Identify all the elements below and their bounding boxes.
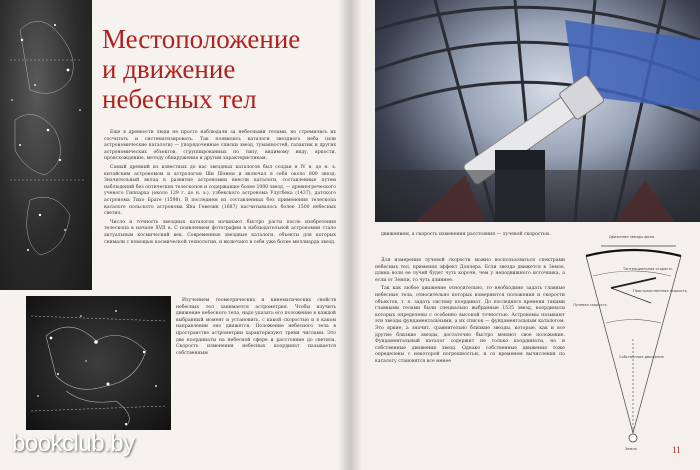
diagram-label-earth: Земля <box>625 447 637 451</box>
chapter-title <box>102 24 342 114</box>
diagram-label-proper: Собственное движение <box>619 355 664 359</box>
title-line-2: и движение <box>102 54 236 84</box>
paragraph: Самый древний из известных до нас звездных каталогов был создан в IV в. до н. э. китайским астрономом и астрологом Ши Шэнем и включал в себя около 800 звезд. Значительный вклад в развитие астрономии внесли каталоги, составленные путем наблюдений без оптических телескопов и содержащие более 1000 звезд, — древнегреческого ученого Гиппарха (около 129 г. до н. э.), узбекского астронома Улугбека (1437), датского астронома Тихо Браге (1598). В последнем из составленных без применения телескопа каталоге польского астронома Яна Гевелия (1687) насчитывалось более 1500 небесных светил. <box>104 164 336 217</box>
right-body-text <box>375 258 565 368</box>
paragraph: Так как любое движение относительно, то необходимо задать главные небесные тела, относительно которых измеряются положения и скорости объектов, т. е. задать систему координат. До последнего времени такими главными телами были специально выбранные 1535 звезд, координаты которых определены с особенно высокой точностью. Астрономы называют эти звезды фундаментальными, а их список — фундаментальным каталогом. Это яркие, а значит, сравнительно близкие звезды, которые, как и все другие близкие звезды, достаточно быстро меняют свое положение. Фундаментальный каталог содержит не только координаты, но и собственные движения звезд. Однако собственные движения тоже определены с некоторой погрешностью, и со временем вычисления по каталогу становятся все менее <box>375 286 565 364</box>
night-sky-photo <box>26 296 171 430</box>
title-line-1: Местоположение <box>102 24 301 54</box>
diagram-label-top: Движение звезды фона <box>609 235 655 239</box>
paragraph: Еще в древности люди не просто наблюдали за небесными телами, но стремились их сосчитать и систематизировать. Так появились каталоги звездного неба (или астрономические каталоги) — упорядоченные списки звезд, туманностей, галактик и других астрономических объектов, сгруппированных по типу, видимому виду, яркости, происхождению, методу обнаружения и другим характеристикам. <box>104 130 336 162</box>
paragraph: Изучением геометрических и кинематических свойств небесных тел занимается астрометрия. Чтобы изучить движение небесного тела, надо указать его положение в каждой выбранный момент и установить, с какой скоростью и в каком направлении оно движется. Положение небесного тела в пространстве астрометрии характеризуют тремя числами. Это две координаты на небесной сфере и расстояние до светила. Скорость изменения небесных координат называется собственным <box>176 298 336 356</box>
right-top-text <box>375 232 565 241</box>
paragraph: Число и точность звездных каталогов начинают быстро расти после изобретения телескопа в начале XVII в. С появлением фотографии в наблюдательной астрономии стало актуальным космический век. Современные звездные каталоги, объекты для которых снимали с помощью космической технологии, и включают в себя уже более миллиарда звезд. <box>104 219 336 245</box>
left-body-text <box>104 130 336 248</box>
page-number: 11 <box>672 445 681 455</box>
velocity-diagram <box>571 228 695 456</box>
diagram-label-space: Пространственная скорость <box>633 289 687 293</box>
paragraph: движением, а скорость изменения расстояния — лучевой скоростью. <box>381 232 551 237</box>
diagram-label-tangential: Тангенциальная скорость <box>623 267 673 271</box>
observatory-telescope-photo <box>375 0 700 222</box>
diagram-label-radial: Лучевая скорость <box>573 303 607 307</box>
book-gutter <box>338 0 362 470</box>
paragraph: Для измерения лучевой скорости можно воспользоваться спектрами небесных тел, применяя эффект Доплера. Если звезда движется к Земле, длина волн ее лучей будет чуть короче, чем у неподвижного источника, а если от Земли, то чуть длиннее. <box>375 258 565 283</box>
watermark: bookclub.by <box>12 430 135 457</box>
constellation-chart-image <box>0 0 92 290</box>
left-lower-text <box>176 298 336 359</box>
title-line-3: небесных тел <box>102 84 257 114</box>
